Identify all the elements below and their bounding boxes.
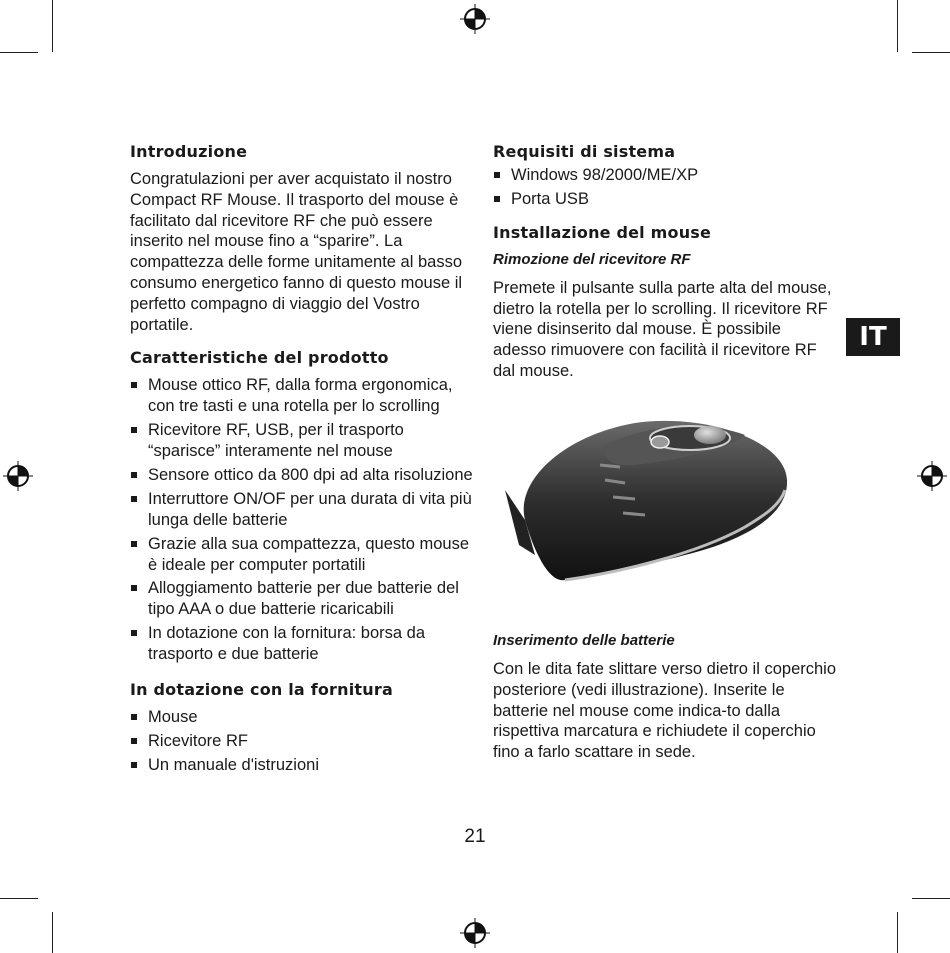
registration-mark-icon — [460, 4, 490, 34]
crop-mark — [0, 898, 38, 899]
battery-text: Con le dita fate slittare verso dietro il coperchio posteriore (vedi illustrazione). Inserite le batterie nel mouse come indica-to dalla rispettiva marcatura e richiudete il coperchio fino a farlo scattare in sede. — [493, 660, 837, 762]
battery-section — [493, 631, 838, 763]
list-item: Interruttore ON/OF per una durata di vita più lunga delle batterie — [130, 489, 475, 531]
registration-mark-icon — [460, 918, 490, 948]
list-item: Windows 98/2000/ME/XP — [493, 165, 838, 186]
battery-subheading: Inserimento delle batterie — [493, 632, 675, 649]
install-heading: Installazione del mouse — [493, 222, 712, 242]
registration-mark-icon — [917, 461, 947, 491]
contents-heading: In dotazione con la fornitura — [130, 679, 393, 699]
list-item: Ricevitore RF — [130, 731, 475, 752]
crop-mark — [897, 912, 898, 953]
list-item: Ricevitore RF, USB, per il trasporto “sparisce” interamente nel mouse — [130, 420, 475, 462]
list-item: Mouse — [130, 707, 475, 728]
page-number: 21 — [464, 826, 486, 847]
crop-mark — [912, 52, 950, 53]
language-tab: IT — [846, 318, 900, 356]
mouse-photo — [495, 405, 795, 595]
crop-mark — [52, 0, 53, 52]
features-heading: Caratteristiche del prodotto — [130, 348, 389, 368]
contents-list — [130, 707, 475, 776]
intro-heading: Introduzione — [130, 142, 248, 161]
left-column — [130, 141, 475, 779]
list-item: Un manuale d'istruzioni — [130, 755, 475, 776]
remove-receiver-text: Premete il pulsante sulla parte alta del mouse, dietro la rotella per lo scrolling. Il ricevitore RF viene disinserito dal mouse. È possibile adesso rimuovere con facilità il ricevitore RF dal mouse. — [493, 278, 832, 380]
remove-receiver-subheading: Rimozione del ricevitore RF — [493, 250, 691, 268]
list-item: Alloggiamento batterie per due batterie del tipo AAA o due batterie ricaricabili — [130, 578, 475, 620]
list-item: Sensore ottico da 800 dpi ad alta risoluzione — [130, 465, 475, 486]
crop-mark — [912, 898, 950, 899]
list-item: In dotazione con la fornitura: borsa da trasporto e due batterie — [130, 623, 475, 665]
list-item: Porta USB — [493, 189, 838, 210]
crop-mark — [52, 912, 53, 953]
registration-mark-icon — [3, 461, 33, 491]
crop-mark — [0, 52, 38, 53]
list-item: Mouse ottico RF, dalla forma ergonomica, con tre tasti e una rotella per lo scrolling — [130, 375, 475, 417]
intro-text: Congratulazioni per aver acquistato il nostro Compact RF Mouse. Il trasporto del mouse è facilitato dal ricevitore RF che può essere inserito nel mouse fino a “sparire”. La compattezza delle forme unitamente al basso consumo energetico fanno di questo mouse il perfetto compagno di viaggio del Vostro portatile. — [130, 170, 463, 334]
list-item: Grazie alla sua compattezza, questo mouse è ideale per computer portatili — [130, 534, 475, 576]
right-column — [493, 141, 838, 382]
requirements-list — [493, 165, 838, 210]
crop-mark — [897, 0, 898, 52]
features-list — [130, 375, 475, 664]
requirements-heading: Requisiti di sistema — [493, 142, 676, 161]
